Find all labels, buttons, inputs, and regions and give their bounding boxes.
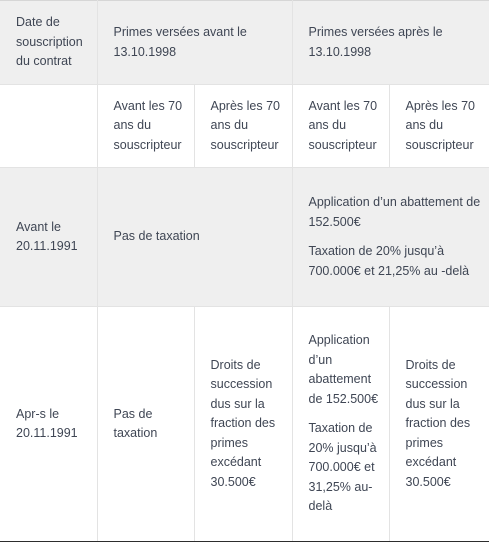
subheader-row [0,85,489,168]
row-apres-cell-2 [97,307,194,542]
row-apres-label: Apr-s le 20.11.1991 [16,406,78,440]
row-avant-before-text: Pas de taxation [113,229,200,244]
row-apres-cell-5 [389,307,489,542]
subheader-cell-1 [97,85,194,168]
subheader-label-3: Avant les 70 ans du souscripteur [308,98,378,152]
row-avant-label-cell [0,168,97,307]
row-apres-label-cell [0,307,97,542]
subheader-cell-3 [292,85,389,168]
subheader-label-1: Avant les 70 ans du souscripteur [113,98,183,152]
header-cell-after [292,1,489,85]
header-date-label: Date de souscription du contrat [16,15,83,69]
row-avant-label: Avant le 20.11.1991 [16,219,78,253]
row-apres-text-5: Droits de succession dus sur la fraction des primes excédant 30.500€ [405,357,471,489]
row-avant-before-cell [97,168,292,307]
header-row [0,1,489,85]
row-avant-after-line-1: Application d’un abattement de 152.500€ [308,195,481,229]
row-apres-text-4-line-1: Application d’un abattement de 152.500€ [308,333,379,406]
header-cell-before [97,1,292,85]
table-row-apres-1991 [0,307,489,542]
row-apres-text-4-line-2: Taxation de 20% jusqu’à 700.000€ et 31,25% au-delà [308,421,377,514]
subheader-label-2: Après les 70 ans du souscripteur [210,98,280,152]
row-avant-after-line-2: Taxation de 20% jusqu’à 700.000€ et 21,25% au -delà [308,244,470,278]
header-after-label: Primes versées après le 13.10.1998 [308,25,443,59]
subheader-cell-2 [194,85,292,168]
row-apres-text-3: Droits de succession dus sur la fraction des primes excédant 30.500€ [210,357,276,489]
subheader-cell-4 [389,85,489,168]
header-cell-date [0,1,97,85]
row-apres-cell-4 [292,307,389,542]
table-row-avant-1991 [0,168,489,307]
subheader-cell-empty [0,85,97,168]
row-apres-text-2: Pas de taxation [113,406,158,440]
header-before-label: Primes versées avant le 13.10.1998 [113,25,247,59]
subheader-label-4: Après les 70 ans du souscripteur [405,98,475,152]
row-avant-after-cell [292,168,489,307]
row-apres-cell-3 [194,307,292,542]
